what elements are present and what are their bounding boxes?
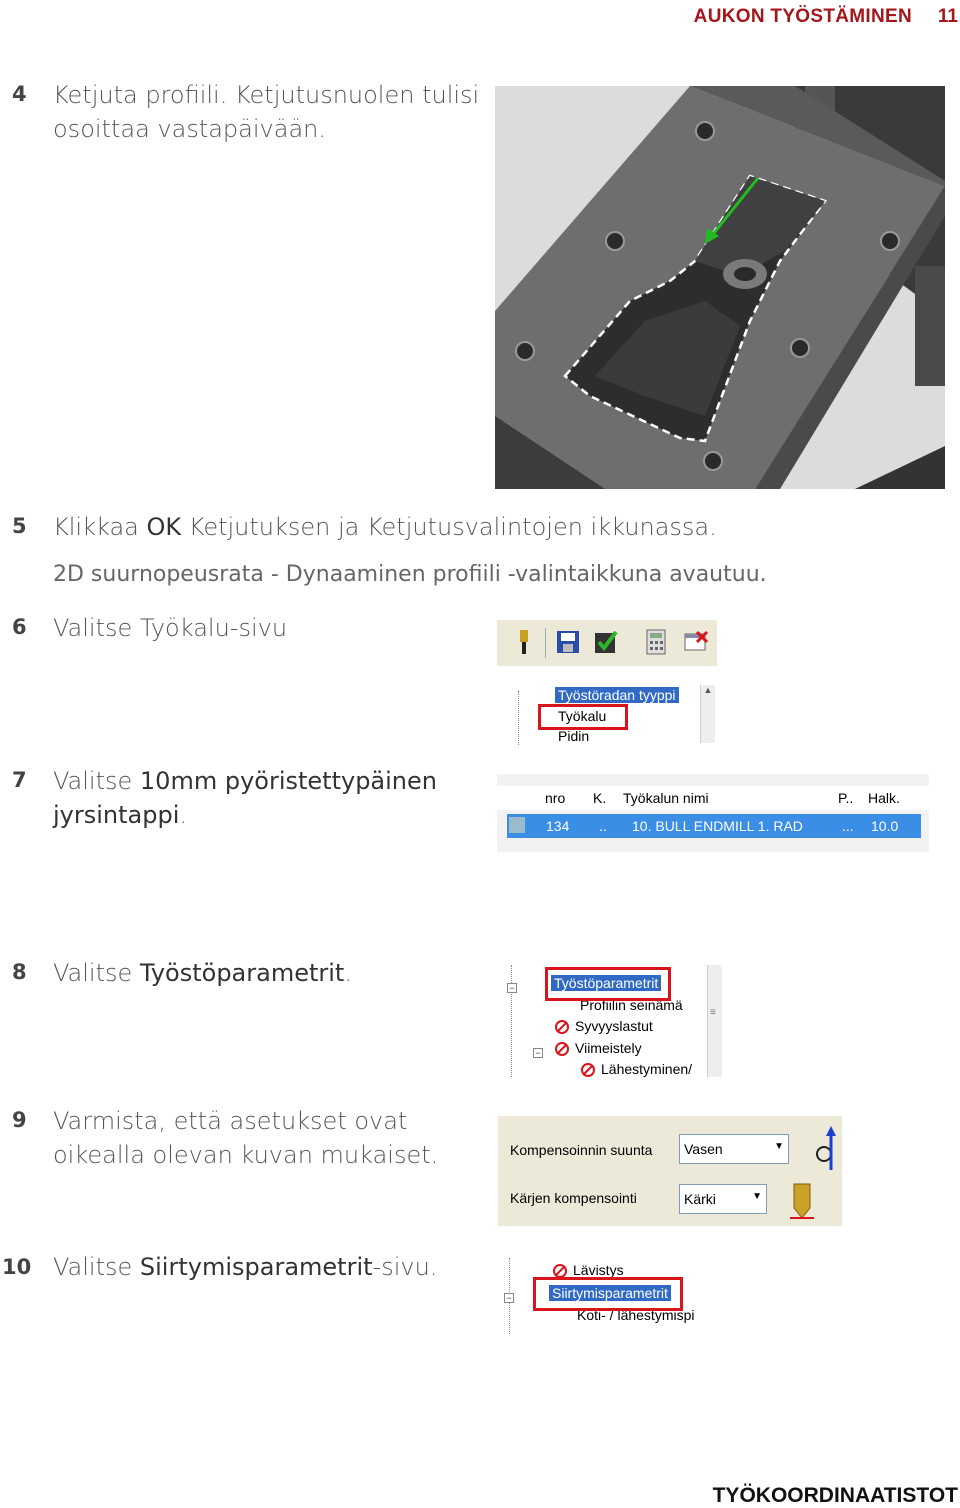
- tip-comp-label: Kärjen kompensointi: [510, 1190, 637, 1206]
- save-icon[interactable]: [555, 628, 581, 656]
- table-row[interactable]: 134 .. 10. BULL ENDMILL 1. RAD ... 10.0: [507, 814, 921, 838]
- calculator-icon[interactable]: [643, 628, 669, 656]
- step-number: 6: [12, 615, 27, 639]
- col-header[interactable]: P..: [838, 790, 854, 806]
- highlight-box: [538, 704, 628, 730]
- tree-item-home-approach[interactable]: Koti- / lähestymispi: [577, 1307, 695, 1323]
- tree-item-depth-cuts[interactable]: Syvyyslastut: [555, 1018, 653, 1034]
- page-tree: [505, 965, 723, 1077]
- step-text: Ketjuta profiili. Ketjutusnuolen tulisi osoittaa vastapäivään.: [53, 81, 480, 143]
- section-title: AUKON TYÖSTÄMINEN: [693, 6, 912, 27]
- tree-item-wall[interactable]: Profiilin seinämä: [580, 997, 683, 1013]
- col-header[interactable]: nro: [545, 790, 566, 806]
- tree-scrollbar[interactable]: ▲: [700, 685, 715, 743]
- col-header[interactable]: K.: [593, 790, 607, 806]
- comp-dir-label: Kompensoinnin suunta: [510, 1142, 653, 1158]
- step-text: Valitse Siirtymisparametrit-sivu.: [53, 1253, 438, 1281]
- tree-item-machining-params[interactable]: Työstöparametrit: [551, 975, 661, 991]
- compensation-settings: [498, 1116, 842, 1226]
- tree-item-piercing[interactable]: Lävistys: [553, 1262, 624, 1278]
- col-header[interactable]: Halk.: [868, 790, 900, 806]
- page-number: 11: [937, 6, 958, 27]
- step-text: Valitse 10mm pyöristettypäinen jyrsintappi.: [53, 767, 437, 829]
- col-header[interactable]: Työkalun nimi: [623, 790, 709, 806]
- page-tree: [503, 1258, 703, 1334]
- table-header: [497, 786, 929, 810]
- tree-scrollbar[interactable]: ≡: [707, 965, 722, 1077]
- tool-type-icon: [509, 817, 525, 833]
- disabled-icon: [581, 1063, 595, 1077]
- step-number: 8: [12, 960, 27, 984]
- collapse-icon[interactable]: −: [533, 1048, 543, 1058]
- cad-part-image: [495, 86, 945, 489]
- tree-item-finishing[interactable]: Viimeistely: [555, 1040, 642, 1056]
- tool-icon[interactable]: [511, 628, 537, 656]
- disabled-icon: [555, 1020, 569, 1034]
- tree-item-linking-params[interactable]: Siirtymisparametrit: [549, 1285, 671, 1301]
- step-text: Klikkaa OK Ketjutuksen ja Ketjutusvalintojen ikkunassa.: [53, 513, 717, 541]
- close-window-icon[interactable]: [683, 628, 709, 656]
- highlight-box: [533, 1277, 683, 1311]
- disabled-icon: [555, 1042, 569, 1056]
- tool-tip-icon: [788, 1182, 816, 1222]
- tree-item-approach[interactable]: Lähestyminen/: [581, 1061, 692, 1077]
- step-number: 7: [12, 768, 27, 792]
- highlight-box: [545, 967, 671, 1001]
- step-subtext: 2D suurnopeusrata - Dynaaminen profiili -valintaikkuna avautuu.: [53, 562, 767, 587]
- tree-item-toolpath-type[interactable]: Työstöradan tyyppi: [555, 687, 679, 703]
- footer-section-title: TYÖKOORDINAATISTOT: [712, 1484, 958, 1507]
- step-text: Valitse Työkalu-sivu: [53, 614, 288, 642]
- step-number: 10: [2, 1255, 32, 1279]
- page-tree: [500, 683, 715, 745]
- step-number: 5: [12, 514, 27, 538]
- save-apply-icon[interactable]: [593, 628, 619, 656]
- dialog-toolbar: [497, 620, 717, 666]
- tip-comp-select[interactable]: Kärki ▼: [679, 1184, 767, 1214]
- chevron-down-icon: ▼: [752, 1191, 762, 1202]
- collapse-icon[interactable]: −: [504, 1293, 514, 1303]
- tree-item-holder[interactable]: Pidin: [558, 728, 590, 744]
- collapse-icon[interactable]: −: [507, 983, 517, 993]
- step-text: Valitse Työstöparametrit.: [53, 959, 352, 987]
- comp-dir-select[interactable]: Vasen ▼: [679, 1134, 789, 1164]
- step-number: 4: [12, 82, 27, 106]
- step-text: Varmista, että asetukset ovat oikealla olevan kuvan mukaiset.: [53, 1107, 439, 1169]
- tool-table: [497, 774, 929, 852]
- step-number: 9: [12, 1108, 27, 1132]
- comp-left-icon: [816, 1126, 836, 1172]
- tree-item-tool[interactable]: Työkalu: [558, 708, 607, 724]
- chevron-down-icon: ▼: [774, 1141, 784, 1152]
